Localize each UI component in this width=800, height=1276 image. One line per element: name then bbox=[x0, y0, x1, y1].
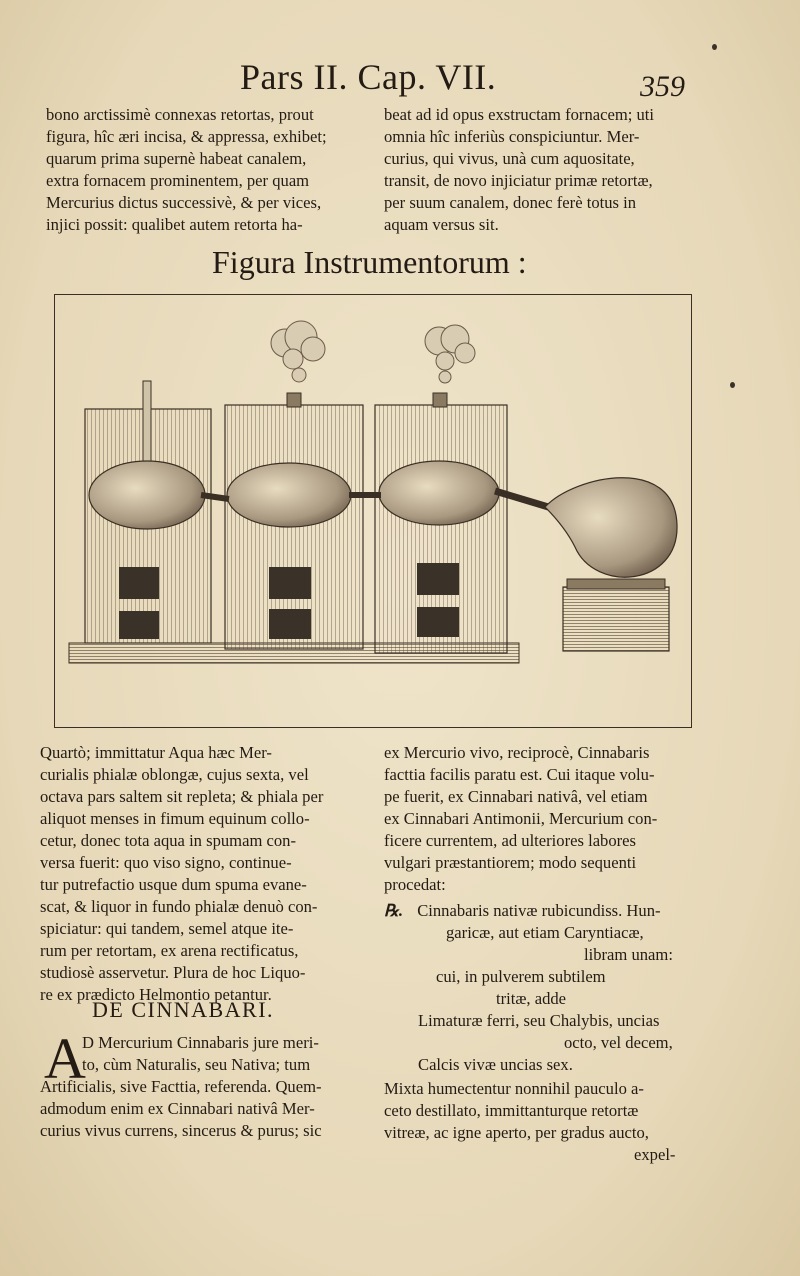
text-line: tur putrefactio usque dum spuma evane- bbox=[40, 875, 307, 894]
text-line: transit, de novo injiciatur primæ retortæ, bbox=[384, 171, 653, 190]
ink-spot bbox=[712, 44, 717, 50]
text-line: injici possit: qualibet autem retorta ha- bbox=[46, 215, 303, 234]
text-line: Mixta humectentur nonnihil pauculo a- bbox=[384, 1079, 644, 1098]
text-line: facttia facilis paratu est. Cui itaque volu- bbox=[384, 765, 655, 784]
running-header: Pars II. Cap. VII. bbox=[240, 57, 497, 97]
text-line: ficere currentem, ad ulteriores labores bbox=[384, 831, 637, 850]
text-line: admodum enim ex Cinnabari nativâ Mer- bbox=[40, 1099, 315, 1118]
furnace-retorts-illustration bbox=[55, 295, 693, 729]
text-line: re ex prædicto Helmontio petantur. bbox=[40, 985, 272, 1004]
text-line: studiosè asservetur. Plura de hoc Liquo- bbox=[40, 963, 306, 982]
drop-capital: A bbox=[44, 1026, 86, 1091]
text-line: curius, qui vivus, unà cum aquositate, bbox=[384, 149, 635, 168]
text-line: bono arctissimè connexas retortas, prout bbox=[46, 105, 314, 124]
text-line: ex Cinnabari Antimonii, Mercurium con- bbox=[384, 809, 658, 828]
text-line: octo, vel decem, bbox=[564, 1033, 673, 1052]
text-line: octava pars saltem sit repleta; & phiala per bbox=[40, 787, 324, 806]
ink-spot bbox=[730, 382, 735, 388]
text-line: pe fuerit, ex Cinnabari nativâ, vel etiam bbox=[384, 787, 648, 806]
section-heading: DE CINNABARI. bbox=[92, 997, 275, 1022]
top-left-column bbox=[46, 104, 366, 236]
text-line: tritæ, adde bbox=[496, 989, 567, 1008]
text-line: garicæ, aut etiam Caryntiacæ, bbox=[446, 923, 644, 942]
text-line: to, cùm Naturalis, seu Nativa; tum bbox=[82, 1055, 311, 1074]
recipe-symbol: ℞. bbox=[384, 901, 404, 920]
catchword: expel- bbox=[634, 1145, 676, 1164]
text-line: quarum prima supernè habeat canalem, bbox=[46, 149, 307, 168]
text-line: curius vivus currens, sincerus & purus; sic bbox=[40, 1121, 322, 1140]
text-line: cetur, donec tota aqua in spumam con- bbox=[40, 831, 296, 850]
text-line: vulgari præstantiorem; modo sequenti bbox=[384, 853, 637, 872]
text-line: Mercurius dictus successivè, & per vices, bbox=[46, 193, 322, 212]
bottom-left-column bbox=[40, 742, 370, 1006]
text-line: beat ad id opus exstructam fornacem; uti bbox=[384, 105, 655, 124]
closing-paragraph bbox=[384, 1078, 714, 1166]
text-line: Calcis vivæ uncias sex. bbox=[418, 1055, 573, 1074]
figure-title: Figura Instrumentorum : bbox=[212, 244, 527, 280]
text-line: Quartò; immittatur Aqua hæc Mer- bbox=[40, 743, 272, 762]
text-line: per suum canalem, donec ferè totus in bbox=[384, 193, 637, 212]
text-line: cui, in pulverem subtilem bbox=[436, 967, 606, 986]
engraving-figure bbox=[54, 294, 692, 728]
text-line: vitreæ, ac igne aperto, per gradus aucto, bbox=[384, 1123, 649, 1142]
text-line: versa fuerit: quo viso signo, continue- bbox=[40, 853, 292, 872]
text-line: Limaturæ ferri, seu Chalybis, uncias bbox=[418, 1011, 660, 1030]
text-line: curialis phialæ oblongæ, cujus sexta, vel bbox=[40, 765, 309, 784]
text-line: extra fornacem prominentem, per quam bbox=[46, 171, 310, 190]
text-line: Artificialis, sive Facttia, referenda. Quem- bbox=[40, 1077, 322, 1096]
text-line: D Mercurium Cinnabaris jure meri- bbox=[82, 1033, 319, 1052]
text-line: Cinnabaris nativæ rubicundiss. Hun- bbox=[417, 901, 661, 920]
text-line: scat, & liquor in fundo phialæ denuò con- bbox=[40, 897, 318, 916]
text-line: ex Mercurio vivo, reciprocè, Cinnabaris bbox=[384, 743, 650, 762]
recipe-first-line bbox=[384, 900, 661, 922]
text-line: ceto destillato, immittanturque retortæ bbox=[384, 1101, 639, 1120]
top-right-column bbox=[384, 104, 704, 236]
text-line: libram unam: bbox=[584, 945, 673, 964]
text-line: procedat: bbox=[384, 875, 446, 894]
text-line: rum per retortam, ex arena rectificatus, bbox=[40, 941, 299, 960]
text-line: omnia hîc inferiùs conspiciuntur. Mer- bbox=[384, 127, 640, 146]
text-line: aliquot menses in fimum equinum collo- bbox=[40, 809, 310, 828]
page-number: 359 bbox=[640, 70, 685, 103]
text-line: spiciatur: qui tandem, semel atque ite- bbox=[40, 919, 294, 938]
section-paragraph bbox=[40, 1026, 370, 1142]
text-line: figura, hîc æri incisa, & appressa, exhibet; bbox=[46, 127, 327, 146]
bottom-right-column bbox=[384, 742, 714, 896]
text-line: aquam versus sit. bbox=[384, 215, 499, 234]
